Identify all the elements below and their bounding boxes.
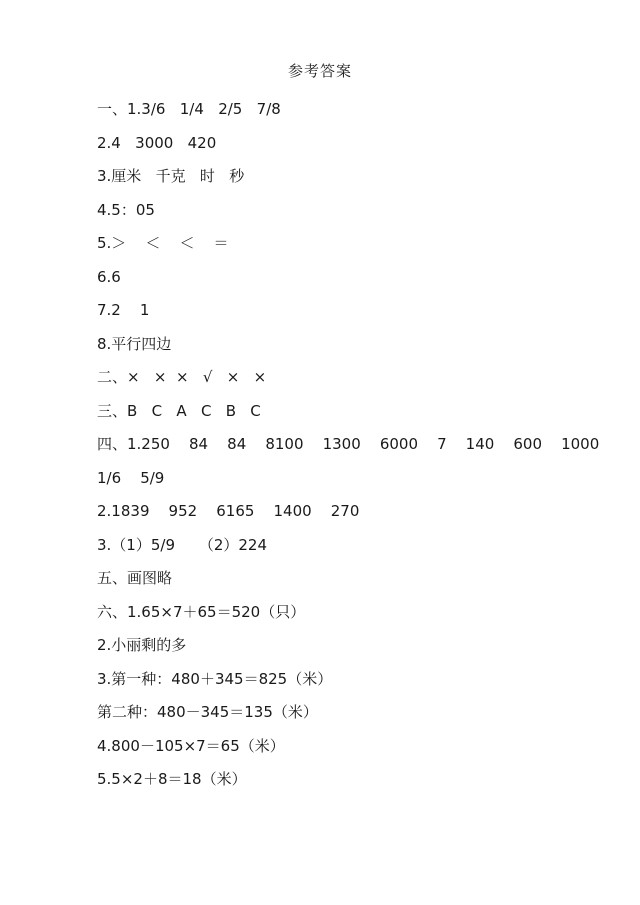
page-title: 参考答案 (287, 62, 352, 80)
answer-line-10: 三、B C A C B C (97, 401, 261, 420)
answer-line-13: 2.1839 952 6165 1400 270 (97, 502, 360, 520)
answer-line-17: 2.小丽剩的多 (97, 636, 187, 654)
answer-line-14: 3.（1）5/9 （2）224 (97, 535, 268, 554)
answer-line-18: 3.第一种：480＋345＝825（米） (97, 669, 333, 688)
answer-line-15: 五、画图略 (97, 569, 173, 587)
answer-line-3: 3.厘米 千克 时 秒 (97, 167, 245, 185)
answer-line-8: 8.平行四边 (97, 334, 172, 353)
answer-line-21: 5.5×2＋8＝18（米） (97, 770, 247, 788)
answer-line-9: 二、× × × √ × × (97, 368, 267, 386)
answer-line-16: 六、1.65×7＋65＝520（只） (97, 602, 306, 621)
answer-line-19: 第二种：480－345＝135（米） (97, 703, 318, 721)
answer-line-6: 6.6 (97, 267, 121, 286)
answer-line-1: 一、1.3/6 1/4 2/5 7/8 (97, 100, 281, 118)
answer-line-2: 2.4 3000 420 (97, 133, 217, 152)
answer-line-11: 四、1.250 84 84 8100 1300 6000 7 140 600 1000 (97, 435, 600, 453)
answer-line-4: 4.5：05 (97, 200, 155, 219)
answer-list (97, 93, 617, 797)
answer-line-20: 4.800－105×7＝65（米） (97, 736, 285, 755)
answer-line-7: 7.2 1 (97, 301, 150, 319)
answer-line-12: 1/6 5/9 (97, 468, 165, 487)
answer-line-5: 5.＞ ＜ ＜ ＝ (97, 234, 229, 252)
